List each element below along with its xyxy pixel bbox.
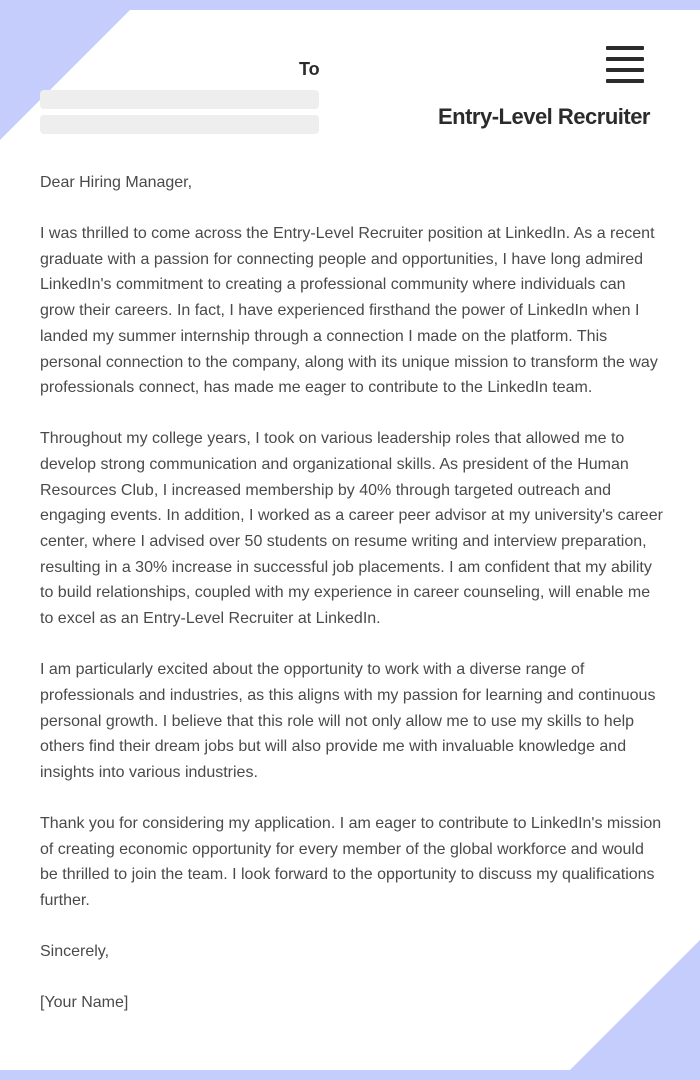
menu-icon[interactable] (606, 46, 644, 84)
menu-icon-bar (606, 68, 644, 72)
menu-icon-bar (606, 46, 644, 50)
recipient-placeholder-line-1 (40, 90, 319, 109)
closing: Sincerely, (40, 943, 110, 961)
menu-icon-bar (606, 79, 644, 83)
signature: [Your Name] (40, 994, 129, 1012)
paragraph-intro: I was thrilled to come across the Entry-Level Recruiter position at LinkedIn. As a recent graduate with a passion for connecting people and opportunities, I have long admired LinkedIn's commitment to creating a professional community where individuals can grow their careers. In fact, I have experienced firsthand the power of LinkedIn when I landed my summer internship through a connection I made on the platform. This personal connection to the company, along with its unique mission to transform the way professionals connect, has made me eager to contribute to the LinkedIn team. (40, 225, 658, 397)
recipient-placeholder-line-2 (40, 115, 319, 134)
job-title: Entry-Level Recruiter (437, 104, 650, 129)
letter-body (40, 170, 664, 1016)
letter-page (0, 10, 700, 1070)
menu-icon-bar (606, 57, 644, 61)
paragraph-experience: Throughout my college years, I took on various leadership roles that allowed me to develop strong communication and organizational skills. As president of the Human Resources Club, I increased membership by 40% through targeted outreach and engaging events. In addition, I worked as a career peer advisor at my university's career center, where I advised over 50 students on resume writing and interview preparation, resulting in a 30% increase in successful job placements. I am confident that my ability to build relationships, coupled with my experience in career counseling, will enable me to excel as an Entry-Level Recruiter at LinkedIn. (40, 430, 663, 628)
paragraph-motivation: I am particularly excited about the opportunity to work with a diverse range of professionals and industries, as this aligns with my passion for learning and continuous personal growth. I believe that this role will not only allow me to use my skills to help others find their dream jobs but will also provide me with invaluable knowledge and insights into various industries. (40, 661, 656, 781)
paragraph-closing: Thank you for considering my application. I am eager to contribute to LinkedIn's mission of creating economic opportunity for every member of the global workforce and would be thrilled to join the team. I look forward to the opportunity to discuss my qualifications further. (40, 814, 662, 910)
to-label: To (299, 59, 320, 79)
salutation: Dear Hiring Manager, (40, 174, 193, 191)
